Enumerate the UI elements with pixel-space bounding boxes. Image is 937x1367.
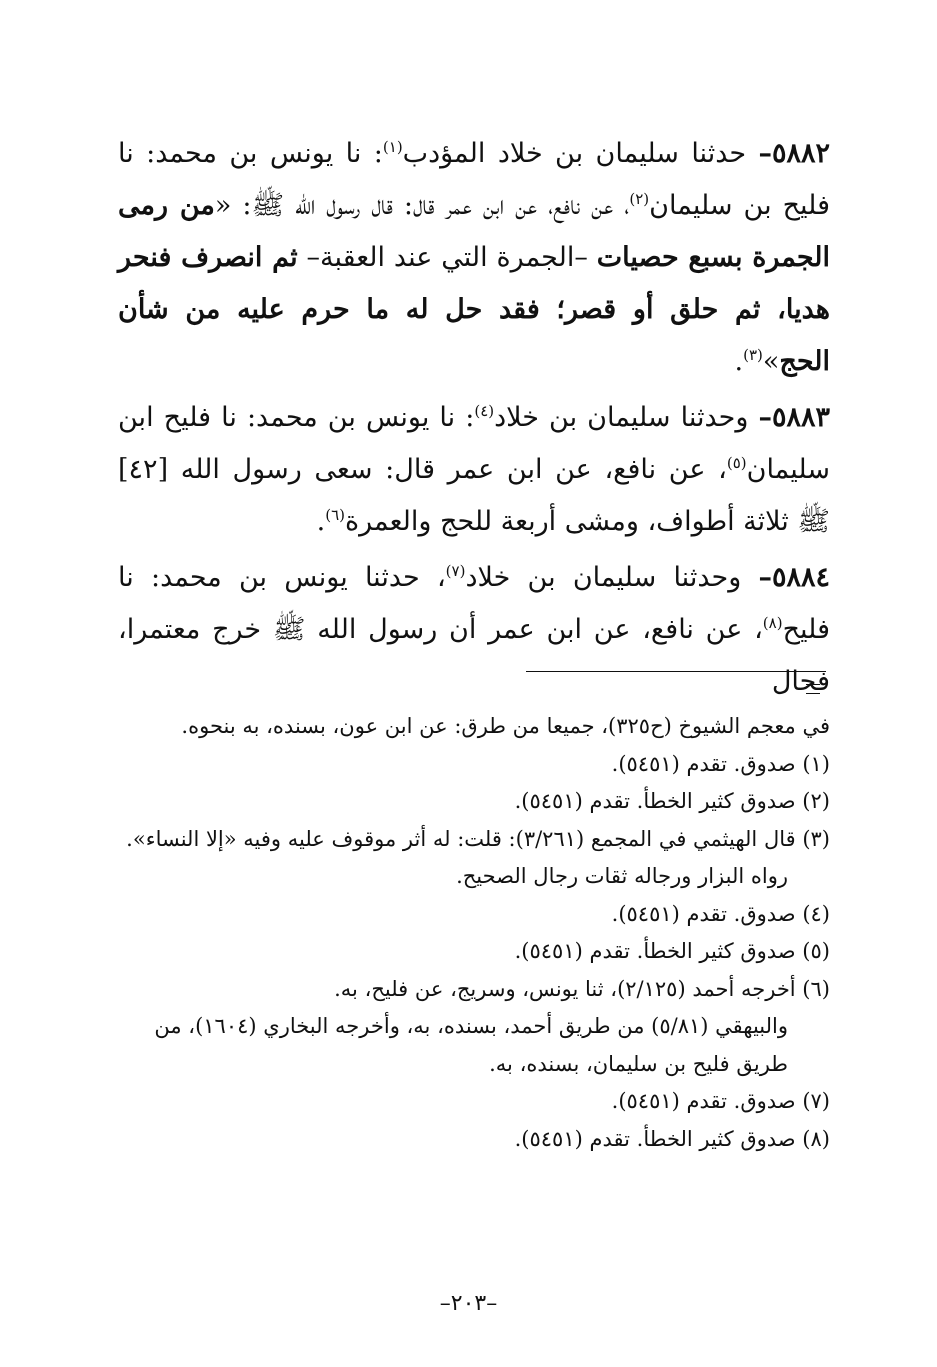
hadith-5884 — [118, 552, 830, 708]
footnote-ref: (٥) — [726, 454, 747, 472]
footnote-7: (٧) صدوق. تقدم (٥٤٥١). — [611, 1089, 830, 1113]
hadith-text: وحدثنا سليمان بن خلاد — [465, 562, 759, 593]
hadith-text: وحدثنا سليمان بن خلاد — [494, 402, 759, 433]
footnote-4: (٤) صدوق. تقدم (٥٤٥١). — [611, 901, 830, 926]
footnote-ref: (٤) — [474, 402, 495, 420]
footnote-ref: (٢) — [629, 190, 650, 208]
hadith-text: ، حدثنا يونس بن محمد: نا فليح — [118, 562, 830, 645]
hadith-number: ٥٨٨٤– — [758, 562, 830, 593]
footnote-1: (١) صدوق. تقدم (٥٤٥١). — [611, 751, 830, 776]
hadith-5882 — [118, 128, 830, 388]
footnote-2: (٢) صدوق كثير الخطأ. تقدم (٥٤٥١). — [514, 789, 830, 813]
hadith-text: : نا يونس بن محمد: نا فليح ابن سليمان — [118, 402, 830, 485]
hadith-number: ٥٨٨٢– — [758, 138, 830, 169]
hadith-text: حدثنا سليمان بن خلاد المؤدب — [402, 138, 759, 169]
footnote-ref: (٦) — [325, 506, 345, 524]
footnotes — [118, 708, 830, 1158]
footnote-ref: (٧) — [445, 562, 466, 580]
main-text — [118, 128, 830, 708]
hadith-text: ، عن نافع، عن ابن عمر أن رسول الله ﷺ خرج معتمرا، فحال — [118, 614, 830, 697]
hadith-5883 — [118, 392, 830, 548]
footnote-8: (٨) صدوق كثير الخطأ. تقدم (٥٤٥١). — [514, 1126, 830, 1151]
hadith-matn: من رمى الجمرة بسبع حصيات — [118, 190, 830, 273]
continuation-mark — [806, 684, 820, 694]
footnote-6: (٦) أخرجه أحمد (٢/١٢٥)، ثنا يونس، وسريج، عن فليح، به. — [334, 976, 830, 1001]
footnote-ref: (١) — [382, 138, 403, 156]
hadith-matn: ثم انصرف فنحر هديا، ثم حلق أو قصر؛ فقد حل له ما حرم عليه من شأن الحج — [118, 242, 830, 377]
hadith-text: . — [316, 506, 326, 537]
hadith-text: ، عن نافع، عن ابن عمر قال: سعى رسول الله [٤٢] ﷺ ثلاثة أطواف، ومشى أربعة للحج والعمرة — [118, 454, 830, 537]
footnote-3: (٣) قال الهيثمي في المجمع (٣/٢٦١): قلت: له أثر موقوف عليه وفيه «إلا النساء». رواه البزار ورجاله ثقات رجال الصحيح. — [126, 826, 830, 888]
hadith-text: –الجمرة التي عند العقبة– — [297, 242, 597, 273]
footnote-5: (٥) صدوق كثير الخطأ. تقدم (٥٤٥١). — [514, 939, 830, 963]
hadith-number: ٥٨٨٣– — [758, 402, 830, 433]
hadith-text: ، عن نافع، عن ابن عمر قال: قال رسول الله ﷺ: « — [214, 190, 630, 221]
page-number: –٢٠٣– — [439, 1291, 498, 1316]
hadith-text: . — [734, 346, 744, 377]
footnote-continued: في معجم الشيوخ (ح٣٢٥)، جميعا من طرق: عن ابن عون، بسنده، به بنحوه. — [181, 714, 830, 738]
hadith-text: : نا يونس بن محمد: نا فليح بن سليمان — [118, 138, 831, 221]
hadith-text: » — [762, 346, 780, 377]
footnote-ref: (٣) — [743, 346, 763, 364]
footnote-separator — [526, 671, 826, 672]
footnote-6-continued: والبيهقي (٥/٨١) من طريق أحمد، بسنده، به، وأخرجه البخاري (١٦٠٤)، من طريق فليح بن سليمان، بسنده، به. — [154, 1014, 788, 1076]
footnote-ref: (٨) — [762, 614, 783, 632]
